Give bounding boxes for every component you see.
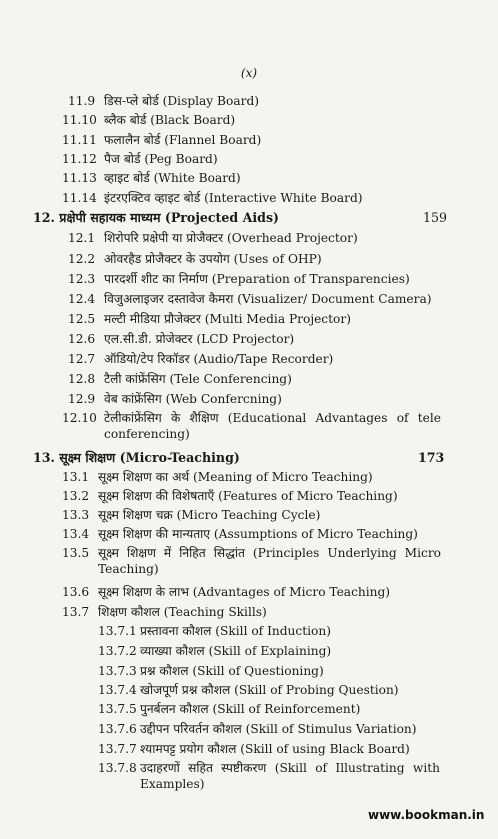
toc-item-number: 11.10 [62,113,97,127]
toc-item-number: 13.1 [62,470,90,484]
chapter-title: 12. प्रक्षेपी सहायक माध्यम (Projected Aids) [33,210,279,225]
toc-item-number: 12.7 [68,352,96,366]
toc-item-title: सूक्ष्म शिक्षण चक्र (Micro Teaching Cycle) [98,508,321,522]
toc-item-number: 12.6 [68,332,96,346]
toc-item-title: विजुअलाइजर दस्तावेज कैमरा (Visualizer/ Document Camera) [104,292,432,306]
toc-item-title: ऑडियो/टेप रिकॉडर (Audio/Tape Recorder) [104,352,334,366]
toc-item-title: पैज बोर्ड (Peg Board) [104,152,218,166]
toc-item-number: 12.10 [62,411,97,425]
toc-item-title: मल्टी मीडिया प्रौजेक्टर (Multi Media Projector) [104,312,351,326]
toc-subitem-title: प्रस्तावना कौशल (Skill of Induction) [140,624,331,638]
toc-subitem-title: श्यामपट्ट प्रयोग कौशल (Skill of using Black Board) [140,742,410,756]
toc-item-title: सूक्ष्म शिक्षण की मान्यताए (Assumptions of Micro Teaching) [98,527,418,541]
toc-item-number: 11.13 [62,171,97,185]
toc-item-title: सूक्ष्म शिक्षण का अर्थ (Meaning of Micro Teaching) [98,470,373,484]
toc-subitem-title: व्याख्या कौशल (Skill of Explaining) [140,644,332,658]
toc-item-title: ब्लैक बोर्ड (Black Board) [104,113,236,127]
toc-item-title: एल.सी.डी. प्रोजेक्टर (LCD Projector) [104,332,295,346]
chapter-page: 173 [418,450,445,465]
toc-subitem-number: 13.7.8 [98,761,137,775]
toc-item-number: 11.12 [62,152,97,166]
toc-item-title: शिरोपरि प्रक्षेपी या प्रोजैक्टर (Overhead Projector) [104,231,358,245]
toc-item-title: व्हाइट बोर्ड (White Board) [104,171,241,185]
toc-item-title: सूक्ष्म शिक्षण की विशेषताएँ (Features of Micro Teaching) [98,489,398,503]
toc-item-title: डिस-प्ले बोर्ड (Display Board) [104,94,259,108]
toc-item-title: इंटरएक्टिव व्हाइट बोर्ड (Interactive White Board) [104,191,363,205]
toc-item-title: पारदर्शी शीट का निर्माण (Preparation of Transparencies) [104,272,410,286]
toc-item-number: 13.4 [62,527,90,541]
toc-item-number: 12.8 [68,372,96,386]
toc-item-number: 12.9 [68,392,96,406]
toc-subitem-number: 13.7.4 [98,683,137,697]
toc-subitem-title: पुनर्बलन कौशल (Skill of Reinforcement) [140,702,361,716]
toc-item-title: सूक्ष्म शिक्षण में निहित सिद्धांत (Principles Underlying Micro Teaching) [98,546,441,576]
toc-item-number: 11.9 [68,94,96,108]
toc-subitem-number: 13.7.1 [98,624,137,638]
toc-item-title: टेलीकांफ्रेंसिग के शैक्षिण (Educational Advantages of tele conferencing) [104,411,441,441]
toc-item-number: 13.7 [62,605,90,619]
toc-subitem-title: प्रश्न कौशल (Skill of Questioning) [140,664,324,678]
toc-item-title: शिक्षण कौशल (Teaching Skills) [98,605,267,619]
toc-item-title: वेब कांफ्रेंसिग (Web Confercning) [104,392,282,406]
toc-subitem-title: खोजपूर्ण प्रश्न कौशल (Skill of Probing Question) [140,683,399,697]
toc-item-number: 13.2 [62,489,90,503]
toc-subitem-number: 13.7.3 [98,664,137,678]
page-number: (x) [240,66,258,80]
toc-subitem-number: 13.7.7 [98,742,137,756]
footer-website: www.bookman.in [368,808,485,822]
toc-item-number: 13.6 [62,585,90,599]
toc-item-number: 12.5 [68,312,96,326]
toc-item-number: 11.14 [62,191,97,205]
toc-item-title: टैली कांफ्रेंसिग (Tele Conferencing) [104,372,292,386]
toc-item-title: सूक्ष्म शिक्षण के लाभ (Advantages of Micro Teaching) [98,585,391,599]
toc-item-number: 12.2 [68,252,96,266]
toc-item-title: ओवरहैड प्रोजैक्टर के उपयोग (Uses of OHP) [104,252,322,266]
chapter-title: 13. सूक्ष्म शिक्षण (Micro-Teaching) [33,450,240,465]
toc-item-number: 12.4 [68,292,96,306]
toc-item-number: 13.5 [62,546,90,560]
toc-subitem-number: 13.7.6 [98,722,137,736]
toc-item-number: 13.3 [62,508,90,522]
toc-subitem-title: उदाहरणों सहित स्पष्टीकरण (Skill of Illustrating with Examples) [140,761,440,791]
toc-item-number: 12.3 [68,272,96,286]
toc-item-title: फलालैन बोर्ड (Flannel Board) [104,133,262,147]
toc-item-number: 11.11 [62,133,97,147]
toc-subitem-number: 13.7.5 [98,702,137,716]
chapter-page: 159 [423,210,448,225]
toc-subitem-title: उद्दीपन परिवर्तन कौशल (Skill of Stimulus Variation) [140,722,417,736]
toc-item-number: 12.1 [68,231,96,245]
toc-subitem-number: 13.7.2 [98,644,137,658]
